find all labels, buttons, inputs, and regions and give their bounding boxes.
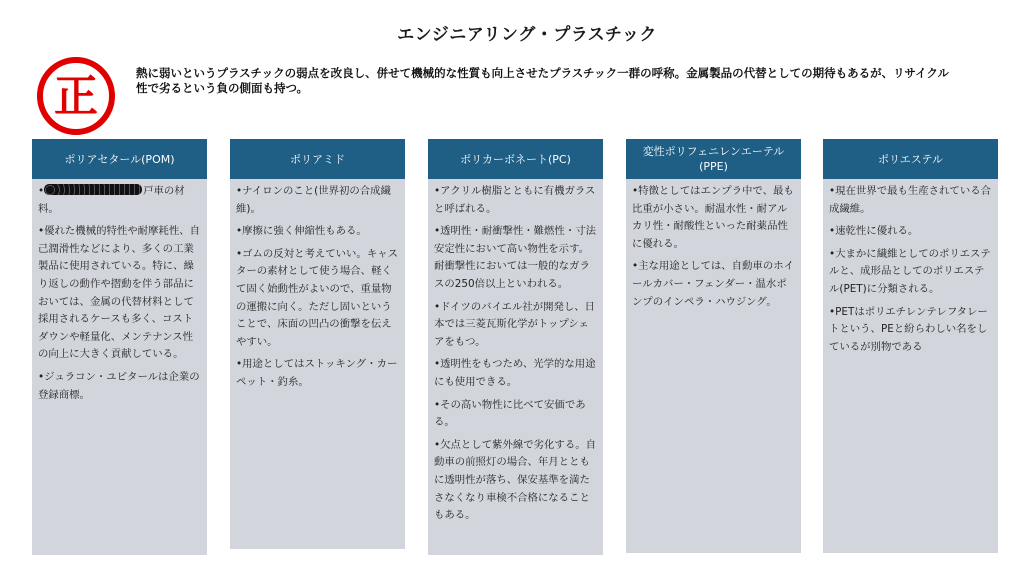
list-item: •用途としてはストッキング・カーペット・釣糸。 (236, 358, 398, 388)
column-body (428, 179, 603, 555)
list-item: • 戸車の材料。 (38, 185, 185, 215)
column-body (32, 179, 207, 555)
column-header: ポリアミド (230, 139, 405, 179)
column-polycarbonate (428, 139, 603, 555)
list-item: •透明性をもつため、光学的な用途にも使用できる。 (434, 358, 596, 388)
column-header: ポリアセタール(POM) (32, 139, 207, 179)
list-item: •PETはポリエチレンテレフタレートという、PEと紛らわしい名をしているが別物である (829, 305, 988, 353)
column-header: ポリエステル (823, 139, 998, 179)
column-body (823, 179, 998, 553)
intro-text: 熱に弱いというプラスチックの弱点を改良し、併せて機械的な性質も向上させたプラスチック一群の呼称。金属製品の代替としての期待もあるが、リサイクル性で劣るという負の側面も持つ。 (136, 66, 950, 95)
list-item: •その高い物性に比べて安価である。 (434, 398, 586, 429)
list-item: •摩擦に強く伸縮性もある。 (236, 225, 367, 238)
column-body (230, 179, 405, 549)
list-item: •大まかに繊維としてのポリエステルと、成形品としてのポリエステル(PET)に分類される。 (829, 247, 991, 295)
redacted-text (44, 184, 142, 195)
list-item: •アクリル樹脂とともに有機ガラスと呼ばれる。 (434, 185, 596, 215)
column-header: 変性ポリフェニレンエーテル(PPE) (626, 139, 801, 179)
list-item: •ゴムの反対と考えていい。キャスターの素材として使う場合、軽くて固く始動性がよいので、重量物の運搬に向く。ただし固いということで、床面の凹凸の衝撃を伝えやすい。 (236, 247, 398, 348)
list-item: •透明性・耐衝撃性・難燃性・寸法安定性において高い物性を示す。耐衝撃性においては一般的なガラスの250倍以上といわれる。 (434, 225, 596, 290)
column-polyester (823, 139, 998, 553)
list-item: •優れた機械的特性や耐摩耗性、自己潤滑性などにより、多くの工業製品に使用されている。特に、繰り返しの動作や摺動を伴う部品においては、金属の代替材料として採用されるケースも多く、コストダウンや軽量化、メンテナンス性の向上に大きく貢献している。 (38, 225, 200, 361)
column-header: ポリカーボネート(PC) (428, 139, 603, 179)
list-item: •速乾性に優れる。 (829, 225, 919, 238)
list-item: •特徴としてはエンプラ中で、最も比重が小さい。耐温水性・耐アルカリ性・耐酸性といった耐薬品性に優れる。 (632, 185, 794, 250)
list-item: •ドイツのバイエル社が開発し、日本では三菱瓦斯化学がトップシェアをもつ。 (434, 300, 596, 348)
stamp-character: 正 (54, 71, 98, 122)
list-item: •ジュラコン・ユピタールは企業の登録商標。 (38, 370, 200, 401)
list-item: •主な用途としては、自動車のホイールカバー・フェンダー・温水ポンプのインペラ・ハウジング。 (632, 260, 794, 308)
stamp-seal-icon (35, 55, 117, 137)
column-modified-ppe (626, 139, 801, 553)
list-item: •現在世界で最も生産されている合成繊維。 (829, 185, 991, 215)
column-polyamide (230, 139, 405, 549)
column-pom (32, 139, 207, 555)
page-title: エンジニアリング・プラスチック (397, 25, 657, 45)
list-item: •ナイロンのこと(世界初の合成繊維)。 (236, 185, 391, 215)
list-item: •欠点として紫外線で劣化する。自動車の前照灯の場合、年月とともに透明性が落ち、保安基準を満たさなくなり車検不合格になることもある。 (434, 438, 596, 522)
column-body (626, 179, 801, 553)
